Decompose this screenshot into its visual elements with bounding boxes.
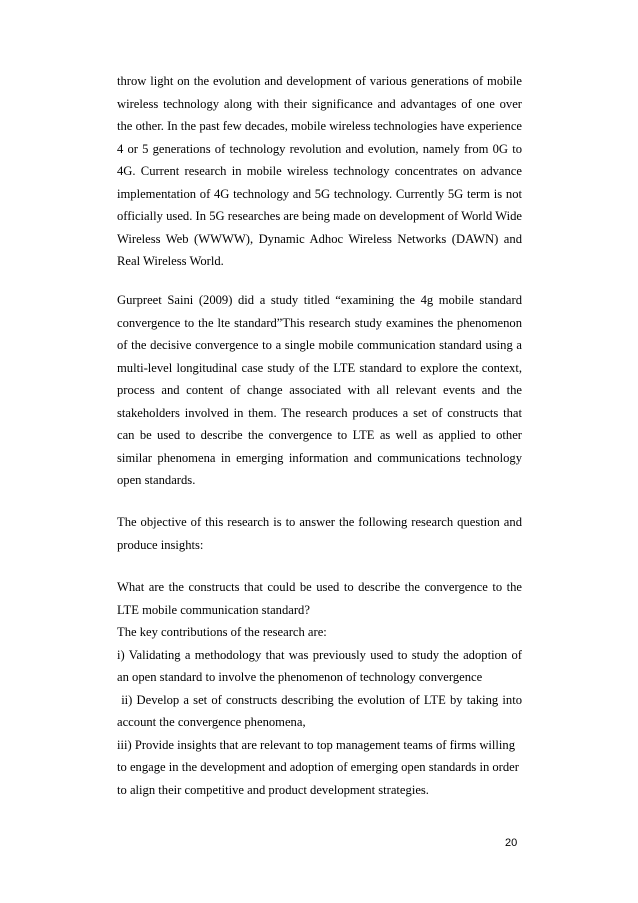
contribution-item-2: ii) Develop a set of constructs describing the evolution of LTE by taking into account the convergence phenomena, [117, 692, 526, 729]
contribution-item-3: iii) Provide insights that are relevant to top management teams of firms willing to engage in the development and adoption of emerging open standards in order to align their competitive and product development strategies. [117, 737, 519, 797]
body-paragraph-objective: The objective of this research is to answer the following research question and produce insights: [117, 515, 522, 552]
research-questions-block [117, 576, 526, 801]
body-paragraph-evolution: throw light on the evolution and development of various generations of mobile wireless technology along with their significance and advantages of one over the other. In the past few decades, mobile wireless technologies have experience 4 or 5 generations of technology revolution and evolution, namely from 0G to 4G. Current research in mobile wireless technology concentrates on advance implementation of 4G technology and 5G technology. Currently 5G term is not officially used. In 5G researches are being made on development of World Wide Wireless Web (WWWW), Dynamic Adhoc Wireless Networks (DAWN) and Real Wireless World. [117, 74, 522, 268]
contribution-item-1: i) Validating a methodology that was previously used to study the adoption of an open standard to involve the phenomenon of technology convergence [117, 647, 522, 684]
page-number: 20 [505, 837, 518, 849]
research-question-line: What are the constructs that could be used to describe the convergence to the LTE mobile communication standard? [117, 580, 522, 617]
contributions-heading: The key contributions of the research are: [117, 625, 327, 639]
body-paragraph-saini-study: Gurpreet Saini (2009) did a study titled “examining the 4g mobile standard convergence to the lte standard”This research study examines the phenomenon of the decisive convergence to a single mobile communication standard using a multi-level longitudinal case study of the LTE standard to explore the context, process and content of change associated with all relevant events and the stakeholders involved in them. The research produces a set of constructs that can be used to describe the convergence to LTE as well as applied to other similar phenomena in emerging information and communications technology open standards. [117, 293, 522, 487]
